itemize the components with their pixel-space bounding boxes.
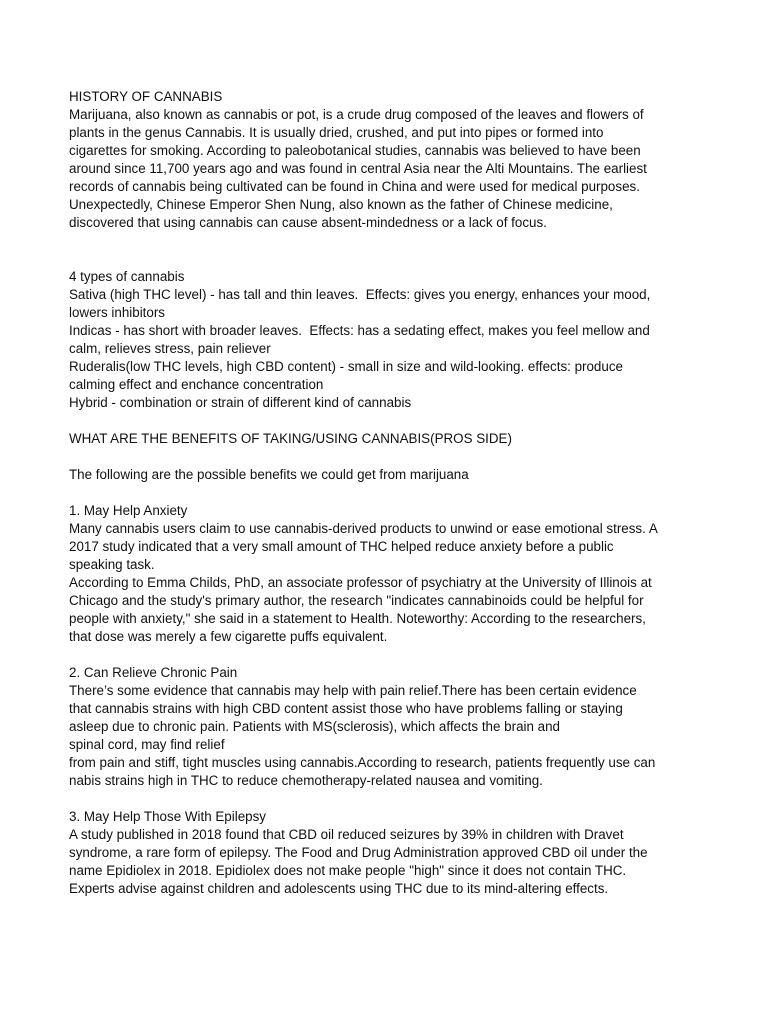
types-line: Sativa (high THC level) - has tall and thin leaves. Effects: gives you energy, enhances your mood, — [69, 287, 651, 302]
section-spacer — [69, 484, 709, 502]
history-line: Marijuana, also known as cannabis or pot, is a crude drug composed of the leaves and flowers of — [69, 107, 644, 122]
history-heading: HISTORY OF CANNABIS — [69, 89, 223, 104]
history-line: records of cannabis being cultivated can be found in China and were used for medical purposes. — [69, 179, 640, 194]
history-line: cigarettes for smoking. According to paleobotanical studies, cannabis was believed to have been — [69, 143, 641, 158]
benefits-heading: WHAT ARE THE BENEFITS OF TAKING/USING CANNABIS(PROS SIDE) — [69, 431, 512, 446]
benefit-line: asleep due to chronic pain. Patients with MS(sclerosis), which affects the brain and — [69, 719, 560, 734]
types-line: Ruderalis(low THC levels, high CBD content) - small in size and wild-looking. effects: produce — [69, 359, 623, 374]
types-line: calm, relieves stress, pain reliever — [69, 341, 271, 356]
types-heading: 4 types of cannabis — [69, 269, 185, 284]
benefit-line: Chicago and the study's primary author, the research "indicates cannabinoids could be helpful for — [69, 593, 644, 608]
benefit-line: There’s some evidence that cannabis may help with pain relief.There has been certain evidence — [69, 683, 637, 698]
history-line: Unexpectedly, Chinese Emperor Shen Nung, also known as the father of Chinese medicine, — [69, 197, 613, 212]
benefits-intro: The following are the possible benefits we could get from marijuana — [69, 467, 469, 482]
benefit-line: nabis strains high in THC to reduce chemotherapy-related nausea and vomiting. — [69, 773, 543, 788]
benefit-line: According to Emma Childs, PhD, an associate professor of psychiatry at the University of Illinois at — [69, 575, 652, 590]
section-spacer — [69, 232, 709, 268]
types-line: Hybrid - combination or strain of different kind of cannabis — [69, 395, 412, 410]
benefit-line: A study published in 2018 found that CBD oil reduced seizures by 39% in children with Dravet — [69, 827, 624, 842]
benefit-line: 2017 study indicated that a very small amount of THC helped reduce anxiety before a public — [69, 539, 614, 554]
types-line: lowers inhibitors — [69, 305, 166, 320]
section-spacer — [69, 448, 709, 466]
benefit-line: that cannabis strains with high CBD content assist those who have problems falling or staying — [69, 701, 623, 716]
section-spacer — [69, 646, 709, 664]
benefit-line: name Epidiolex in 2018. Epidiolex does not make people "high" since it does not contain THC. — [69, 863, 627, 878]
types-line: calming effect and enchance concentration — [69, 377, 324, 392]
benefit-title: 3. May Help Those With Epilepsy — [69, 809, 266, 824]
types-line: Indicas - has short with broader leaves. Effects: has a sedating effect, makes you feel mellow and — [69, 323, 650, 338]
history-line: around since 11,700 years ago and was found in central Asia near the Alti Mountains. The earliest — [69, 161, 647, 176]
section-spacer — [69, 412, 709, 430]
benefit-line: Experts advise against children and adolescents using THC due to its mind-altering effects. — [69, 881, 609, 896]
benefit-line: syndrome, a rare form of epilepsy. The Food and Drug Administration approved CBD oil under the — [69, 845, 648, 860]
benefit-line: from pain and stiff, tight muscles using cannabis.According to research, patients frequently use can — [69, 755, 656, 770]
benefit-line: people with anxiety," she said in a statement to Health. Noteworthy: According to the researchers, — [69, 611, 646, 626]
benefit-title: 1. May Help Anxiety — [69, 503, 188, 518]
benefit-line: spinal cord, may find relief — [69, 737, 225, 752]
benefit-line: that dose was merely a few cigarette puffs equivalent. — [69, 629, 388, 644]
history-line: plants in the genus Cannabis. It is usually dried, crushed, and put into pipes or formed into — [69, 125, 604, 140]
benefit-line: speaking task. — [69, 557, 155, 572]
benefit-title: 2. Can Relieve Chronic Pain — [69, 665, 238, 680]
history-line: discovered that using cannabis can cause absent-mindedness or a lack of focus. — [69, 215, 547, 230]
document-page — [69, 88, 709, 898]
benefit-line: Many cannabis users claim to use cannabis-derived products to unwind or ease emotional stress. A — [69, 521, 658, 536]
section-spacer — [69, 790, 709, 808]
